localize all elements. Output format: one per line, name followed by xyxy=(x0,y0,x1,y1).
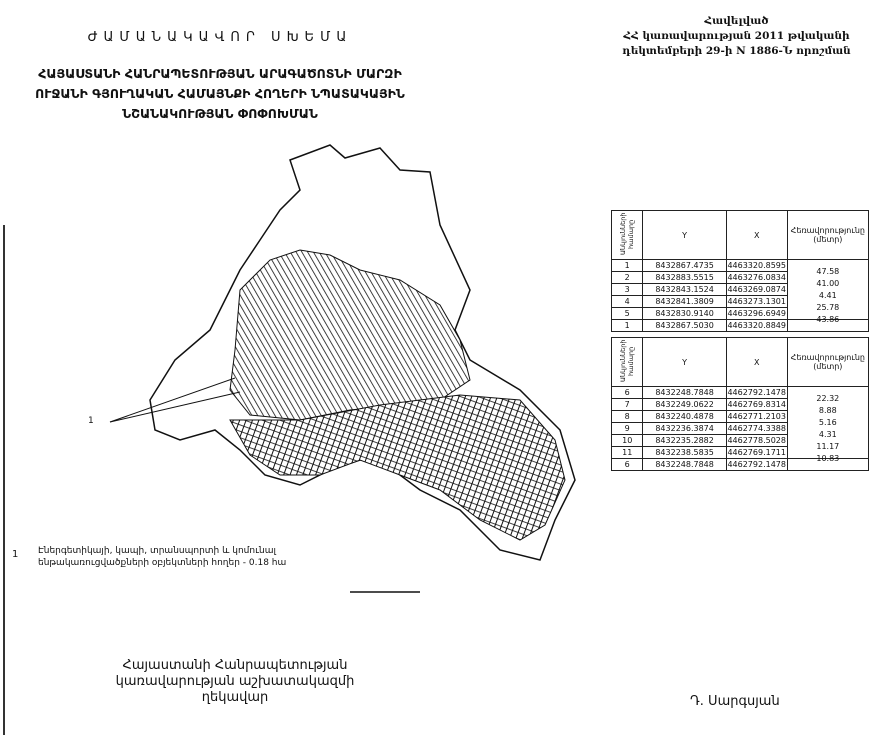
table-cell: 10 xyxy=(612,435,643,447)
position-line: ղեկավար xyxy=(201,690,269,705)
column-header-text: X xyxy=(753,230,760,240)
position-line: կառավարության աշխատակազմի xyxy=(115,674,355,689)
coordinates-table-2 xyxy=(611,337,869,471)
column-header xyxy=(726,211,787,260)
table-cell: 8432867.5030 xyxy=(643,320,726,332)
callout-line xyxy=(110,378,235,422)
table-cell: 8432248.7848 xyxy=(643,459,726,471)
built-area xyxy=(230,250,470,420)
table-cell: 4462771.2103 xyxy=(727,412,786,421)
table-cell: 8432240.4878 xyxy=(643,411,726,423)
table-cell: 4462769.1711 xyxy=(727,448,786,457)
distance-cell: 8.88 xyxy=(787,405,868,417)
distance-cell: 5.16 xyxy=(787,417,868,429)
distance-cell: 10.83 xyxy=(787,453,868,465)
column-header xyxy=(612,338,643,387)
column-header-text: X xyxy=(753,357,760,367)
distance-cell: 22.32 xyxy=(787,393,868,405)
column-header-text: Y xyxy=(682,230,688,240)
distance-cell: 41.00 xyxy=(787,278,868,290)
table-cell: 8 xyxy=(612,411,643,423)
position-line: Հայաստանի Հանրապետության xyxy=(122,658,348,673)
distance-cell: 25.78 xyxy=(787,302,868,314)
document-subtitle xyxy=(0,64,440,124)
appendix-header xyxy=(600,14,873,59)
column-header xyxy=(787,211,868,260)
legend-text: Էներգետիկայի, կապի, տրանսպորտի և կոմունալ xyxy=(38,546,276,556)
table-cell: 8432235.2882 xyxy=(643,435,726,447)
column-header-text: Անկյունների համարը xyxy=(619,212,636,256)
distance-cell: 4.31 xyxy=(787,429,868,441)
header-line: դեկտեմբերի 29-ի N 1886-Ն որոշման xyxy=(622,45,851,57)
table-cell: 7 xyxy=(612,399,643,411)
column-header-text: Հեռավորությունը (մետր) xyxy=(790,353,865,371)
table-cell: 11 xyxy=(612,447,643,459)
cadastral-map xyxy=(0,130,600,610)
table-cell: 1 xyxy=(612,320,643,332)
column-header-text: Y xyxy=(682,357,688,367)
distance-cell: 11.17 xyxy=(787,441,868,453)
table-cell: 4463276.0834 xyxy=(727,273,786,282)
table-cell: 8432248.7848 xyxy=(643,387,726,399)
coordinates-table-1 xyxy=(611,210,869,332)
table-cell: 8432841.3809 xyxy=(643,296,726,308)
legend-text: ենթակառուցվածքների օբյեկտների հողեր - 0.18 հա xyxy=(38,558,287,568)
table-cell: 8432236.3874 xyxy=(643,423,726,435)
distance-cell: 43.86 xyxy=(787,314,868,326)
table-cell: 8432883.5515 xyxy=(643,272,726,284)
table-header-row xyxy=(612,211,869,260)
table-cell: 4 xyxy=(612,296,643,308)
table-cell: 4463269.0874 xyxy=(727,285,786,294)
table-cell: 4462792.1478 xyxy=(727,388,786,397)
table-row xyxy=(612,260,869,272)
table-cell: 6 xyxy=(612,459,643,471)
legend xyxy=(12,545,287,569)
table-cell: 8432830.9140 xyxy=(643,308,726,320)
table-cell: 4462774.3388 xyxy=(727,424,786,433)
table-cell: 4463320.8595 xyxy=(727,261,786,270)
column-header xyxy=(787,338,868,387)
table-cell: 2 xyxy=(612,272,643,284)
table-cell: 1 xyxy=(612,260,643,272)
subtitle-line: ՈՒՋԱՆԻ ԳՅՈՒՂԱԿԱՆ ՀԱՄԱՅՆՔԻ ՀՈՂԵՐԻ ՆՊԱՏԱԿԱՅԻՆ xyxy=(35,86,405,101)
table-cell: 8432867.4735 xyxy=(643,260,726,272)
signatory-position xyxy=(110,658,360,706)
table-cell: 4463296.6949 xyxy=(727,309,786,318)
table-cell: 4463273.1301 xyxy=(727,297,786,306)
legend-number: 1 xyxy=(12,549,19,560)
table-cell: 4462769.8314 xyxy=(727,400,786,409)
table-cell: 4463320.8849 xyxy=(727,321,786,330)
callout-line xyxy=(110,392,240,422)
column-header-text: Անկյունների համարը xyxy=(619,339,636,383)
subtitle-line: ՀԱՅԱՍՏԱՆԻ ՀԱՆՐԱՊԵՏՈՒԹՅԱՆ ԱՐԱԳԱԾՈՏՆԻ ՄԱՐԶԻ xyxy=(38,66,402,81)
signatory-name: Դ. Սարգսյան xyxy=(690,694,780,709)
table-cell: 4462778.5028 xyxy=(727,436,786,445)
column-header xyxy=(612,211,643,260)
header-line: Հավելված xyxy=(704,15,769,27)
table-cell: 3 xyxy=(612,284,643,296)
table-cell: 5 xyxy=(612,308,643,320)
column-header-text: Հեռավորությունը (մետր) xyxy=(790,226,865,244)
map-callout-label: 1 xyxy=(88,416,94,426)
table-row xyxy=(612,387,869,399)
table-cell: 8432843.1524 xyxy=(643,284,726,296)
document-title: ԺԱՄԱՆԱԿԱՎՈՐ ՍԽԵՄԱ xyxy=(87,30,353,45)
table-header-row xyxy=(612,338,869,387)
table-cell: 4462792.1478 xyxy=(727,460,786,469)
column-header xyxy=(643,338,726,387)
header-line: ՀՀ կառավարության 2011 թվականի xyxy=(623,30,850,42)
table-cell: 8432249.0622 xyxy=(643,399,726,411)
table-cell: 6 xyxy=(612,387,643,399)
distance-cell: 4.41 xyxy=(787,290,868,302)
column-header xyxy=(643,211,726,260)
table-cell: 8432238.5835 xyxy=(643,447,726,459)
subtitle-line: ՆՇԱՆԱԿՈՒԹՅԱՆ ՓՈՓՈԽՄԱՆ xyxy=(122,106,318,121)
column-header xyxy=(726,338,787,387)
table-cell: 9 xyxy=(612,423,643,435)
distance-cell: 47.58 xyxy=(787,266,868,278)
